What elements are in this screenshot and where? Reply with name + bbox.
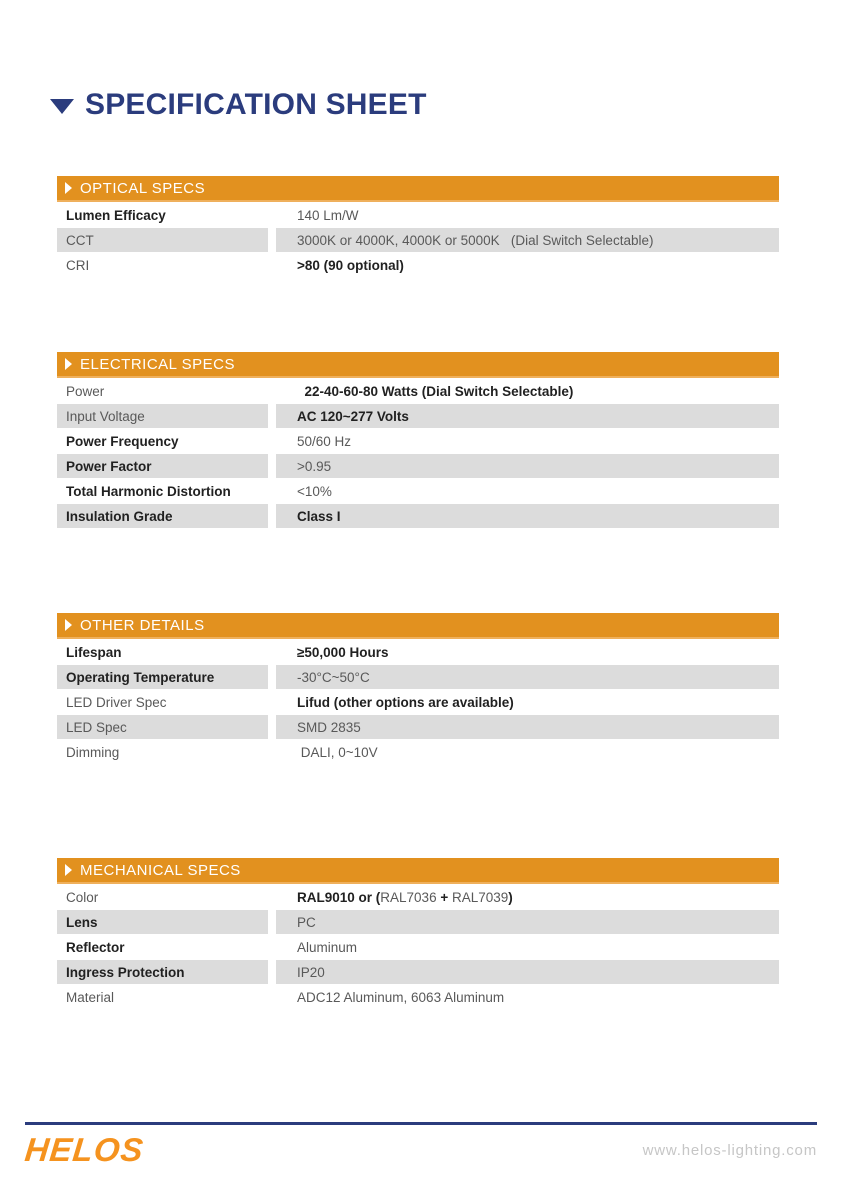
spec-value: 140 Lm/W <box>297 207 359 223</box>
spec-row <box>57 960 779 984</box>
cell-gap <box>268 228 276 252</box>
spec-value: >80 (90 optional) <box>297 257 404 273</box>
spec-row <box>57 504 779 528</box>
section-header <box>57 176 779 202</box>
spec-label: Power Frequency <box>66 433 179 449</box>
spec-label: Color <box>66 889 99 905</box>
footer <box>25 1128 817 1172</box>
spec-row <box>57 935 779 959</box>
spec-label: CRI <box>66 257 90 273</box>
spec-value: ≥50,000 Hours <box>297 644 389 660</box>
spec-row <box>57 203 779 227</box>
spec-value-part: RAL7039 <box>451 889 509 905</box>
spec-label: CCT <box>57 228 268 252</box>
cell-gap <box>268 740 276 764</box>
triangle-right-icon <box>65 619 72 631</box>
cell-gap <box>268 935 276 959</box>
spec-sections <box>57 176 779 1009</box>
spec-row <box>57 715 779 739</box>
spec-value: Lifud (other options are available) <box>297 694 514 710</box>
spec-value: <10% <box>297 483 332 499</box>
spec-value-part: RAL7036 <box>380 889 441 905</box>
spec-section <box>57 613 779 764</box>
triangle-right-icon <box>65 864 72 876</box>
spec-value: Class I <box>276 504 779 528</box>
spec-row <box>57 665 779 689</box>
section-title: OPTICAL SPECS <box>80 179 206 197</box>
spec-label: Ingress Protection <box>57 960 268 984</box>
spec-label: Lens <box>57 910 268 934</box>
cell-gap <box>268 504 276 528</box>
spec-row <box>57 479 779 503</box>
spec-row <box>57 690 779 714</box>
spec-row <box>57 910 779 934</box>
spec-label: Lumen Efficacy <box>66 207 166 223</box>
spec-row <box>57 429 779 453</box>
spec-section <box>57 858 779 1009</box>
cell-gap <box>268 253 276 277</box>
page-title: SPECIFICATION SHEET <box>85 88 427 121</box>
spec-label: Dimming <box>66 744 120 760</box>
cell-gap <box>268 985 276 1009</box>
footer-divider <box>25 1122 817 1125</box>
helos-logo: HELOS <box>23 1131 146 1168</box>
spec-value: 22-40-60-80 Watts (Dial Switch Selectable) <box>297 383 574 399</box>
spec-row <box>57 640 779 664</box>
spec-row <box>57 454 779 478</box>
section-title: ELECTRICAL SPECS <box>80 355 235 373</box>
spec-row <box>57 740 779 764</box>
spec-row <box>57 885 779 909</box>
spec-value: IP20 <box>276 960 779 984</box>
spec-label: Lifespan <box>66 644 122 660</box>
cell-gap <box>268 665 276 689</box>
spec-value-part: + <box>440 889 452 905</box>
spec-label: Input Voltage <box>57 404 268 428</box>
spec-value: SMD 2835 <box>276 715 779 739</box>
spec-row <box>57 404 779 428</box>
section-header <box>57 613 779 639</box>
website-url: www.helos-lighting.com <box>642 1141 817 1159</box>
triangle-right-icon <box>65 182 72 194</box>
cell-gap <box>268 885 276 909</box>
spec-value <box>276 885 779 909</box>
spec-label: LED Driver Spec <box>66 694 167 710</box>
cell-gap <box>268 640 276 664</box>
cell-gap <box>268 690 276 714</box>
spec-value-part: RAL9010 or ( <box>297 889 381 905</box>
spec-row <box>57 379 779 403</box>
cell-gap <box>268 404 276 428</box>
spec-value: ADC12 Aluminum, 6063 Aluminum <box>297 989 505 1005</box>
cell-gap <box>268 429 276 453</box>
spec-label: Material <box>66 989 115 1005</box>
spec-label: Insulation Grade <box>57 504 268 528</box>
section-title: OTHER DETAILS <box>80 616 205 634</box>
spec-value: 50/60 Hz <box>297 433 352 449</box>
spec-label: Operating Temperature <box>57 665 268 689</box>
spec-label: Total Harmonic Distortion <box>66 483 231 499</box>
spec-section <box>57 352 779 528</box>
triangle-down-icon <box>50 99 74 114</box>
cell-gap <box>268 203 276 227</box>
spec-label: Power <box>66 383 105 399</box>
spec-value: >0.95 <box>276 454 779 478</box>
spec-value: AC 120~277 Volts <box>276 404 779 428</box>
spec-value-part: ) <box>508 889 513 905</box>
section-header <box>57 858 779 884</box>
spec-row <box>57 228 779 252</box>
page-title-row <box>50 88 427 122</box>
spec-value: DALI, 0~10V <box>297 744 378 760</box>
spec-value: -30°C~50°C <box>276 665 779 689</box>
cell-gap <box>268 379 276 403</box>
cell-gap <box>268 960 276 984</box>
section-header <box>57 352 779 378</box>
spec-label: Power Factor <box>57 454 268 478</box>
spec-row <box>57 985 779 1009</box>
spec-row <box>57 253 779 277</box>
cell-gap <box>268 715 276 739</box>
spec-value: Aluminum <box>297 939 358 955</box>
cell-gap <box>268 910 276 934</box>
spec-value: 3000K or 4000K, 4000K or 5000K (Dial Switch Selectable) <box>276 228 779 252</box>
cell-gap <box>268 479 276 503</box>
spec-section <box>57 176 779 277</box>
section-title: MECHANICAL SPECS <box>80 861 241 879</box>
cell-gap <box>268 454 276 478</box>
spec-label: LED Spec <box>57 715 268 739</box>
spec-label: Reflector <box>66 939 125 955</box>
triangle-right-icon <box>65 358 72 370</box>
spec-value: PC <box>276 910 779 934</box>
